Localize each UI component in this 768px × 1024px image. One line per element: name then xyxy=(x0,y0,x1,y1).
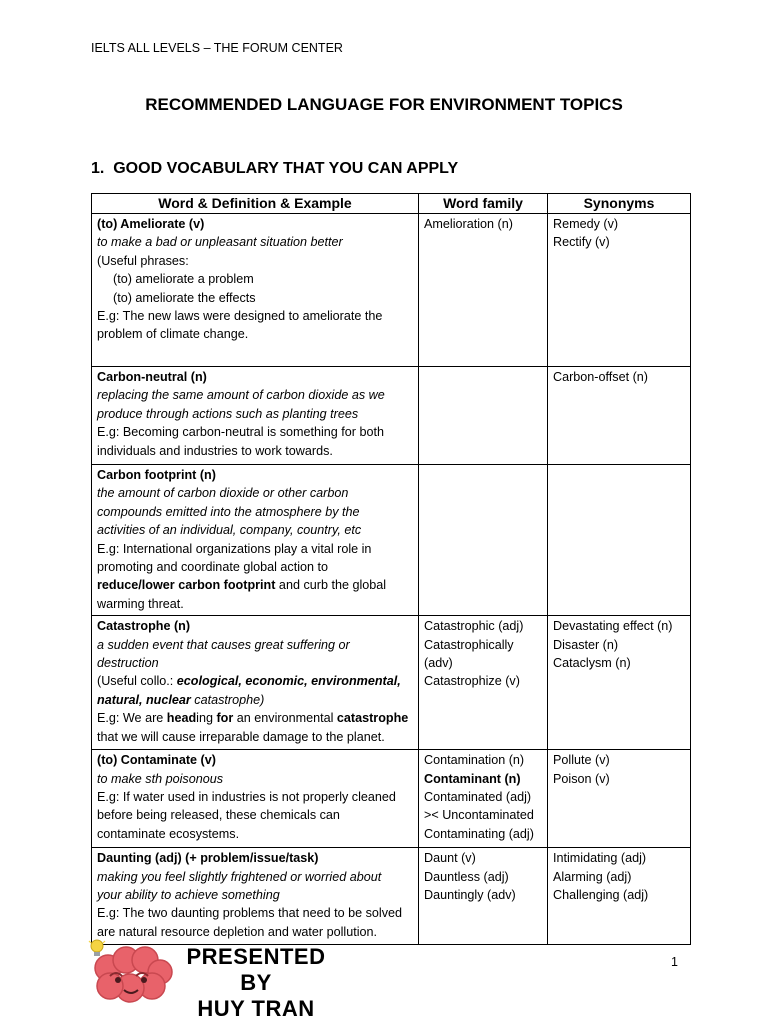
synonyms-cell xyxy=(548,848,691,945)
vocab-definition: your ability to achieve something xyxy=(97,888,280,903)
synonyms-cell xyxy=(548,367,691,465)
example-text: and curb the global xyxy=(275,578,387,593)
word-cell xyxy=(92,367,419,465)
word-cell xyxy=(92,848,419,945)
highlighted-phrase: reduce/lower carbon footprint xyxy=(97,578,276,593)
family-item: Contamination (n) xyxy=(424,753,525,768)
highlighted-phrase: for xyxy=(216,711,234,726)
family-item: Contaminant (n) xyxy=(424,771,521,786)
section-title-text: GOOD VOCABULARY THAT YOU CAN APPLY xyxy=(113,160,459,177)
example-line: E.g: Becoming carbon-neutral is something for both xyxy=(97,425,385,440)
table-row xyxy=(92,616,691,750)
vocab-definition: replacing the same amount of carbon dioxide as we xyxy=(97,388,385,403)
example-line: contaminate ecosystems. xyxy=(97,826,240,841)
collocations-words: natural, nuclear xyxy=(97,692,191,707)
synonyms-cell xyxy=(548,214,691,367)
vocab-definition: making you feel slightly frightened or worried about xyxy=(97,869,382,884)
example-line: before being released, these chemicals can xyxy=(97,808,340,823)
synonym-item: Challenging (adj) xyxy=(553,888,649,903)
family-item: Amelioration (n) xyxy=(424,217,513,231)
brain-mascot-icon xyxy=(90,946,174,1004)
synonym-item: Remedy (v) xyxy=(553,217,619,231)
family-cell xyxy=(419,848,548,945)
family-item: Dauntless (adj) xyxy=(424,869,509,884)
synonym-item: Cataclysm (n) xyxy=(553,656,631,671)
example-line: E.g: The two daunting problems that need to be solved xyxy=(97,906,403,921)
vocab-definition: produce through actions such as planting trees xyxy=(97,406,359,421)
synonyms-cell xyxy=(548,750,691,848)
collocations-line xyxy=(97,672,413,690)
family-cell xyxy=(419,616,548,750)
column-header-word: Word & Definition & Example xyxy=(92,194,419,214)
synonym-item: Rectify (v) xyxy=(553,235,610,250)
page-title: RECOMMENDED LANGUAGE FOR ENVIRONMENT TOPICS xyxy=(145,95,623,114)
family-item: Contaminated (adj) xyxy=(424,790,532,805)
synonym-item: Poison (v) xyxy=(553,771,610,786)
example-line: are natural resource depletion and water pollution. xyxy=(97,924,378,939)
section-number: 1. xyxy=(91,160,105,177)
useful-phrase: (to) ameliorate the effects xyxy=(113,290,256,305)
family-item: Catastrophize (v) xyxy=(424,674,520,689)
synonym-item: Pollute (v) xyxy=(553,753,610,768)
family-cell xyxy=(419,750,548,848)
family-item: Catastrophic (adj) xyxy=(424,619,524,634)
table-row xyxy=(92,367,691,465)
example-text: an environmental xyxy=(233,711,337,726)
family-cell xyxy=(419,465,548,616)
collocations-tail: catastrophe) xyxy=(190,692,265,707)
example-text: ing xyxy=(196,711,217,726)
word-cell xyxy=(92,750,419,848)
table-row xyxy=(92,848,691,945)
example-line: that we will cause irreparable damage to the planet. xyxy=(97,729,385,744)
synonym-item: Carbon-offset (n) xyxy=(553,370,648,384)
vocab-word: Carbon footprint (n) xyxy=(97,468,216,482)
phrases-label: (Useful phrases: xyxy=(97,253,189,268)
family-cell xyxy=(419,367,548,465)
synonym-item: Intimidating (adj) xyxy=(553,851,647,866)
family-item: Daunt (v) xyxy=(424,851,476,866)
vocab-definition: to make a bad or unpleasant situation better xyxy=(97,235,343,250)
column-header-synonyms: Synonyms xyxy=(548,194,691,214)
vocab-definition: compounds emitted into the atmosphere by the xyxy=(97,504,360,519)
highlighted-phrase: catastrophe xyxy=(336,711,409,726)
word-cell xyxy=(92,616,419,750)
synonyms-cell xyxy=(548,616,691,750)
collocations-label: (Useful collo.: xyxy=(97,674,177,689)
collocations-words: ecological, economic, environmental, xyxy=(176,674,401,689)
vocab-word: (to) Ameliorate (v) xyxy=(97,217,205,231)
table-row xyxy=(92,750,691,848)
family-item: >< Uncontaminated xyxy=(424,808,534,823)
example-line: individuals and industries to work towards. xyxy=(97,443,333,458)
collocations-line xyxy=(97,691,413,709)
page-header: IELTS ALL LEVELS – THE FORUM CENTER xyxy=(91,41,343,55)
family-item: Contaminating (adj) xyxy=(424,826,534,841)
vocab-word: (to) Contaminate (v) xyxy=(97,753,216,768)
section-heading xyxy=(91,160,458,178)
vocab-definition: destruction xyxy=(97,656,159,671)
presenter-logo xyxy=(84,938,334,1021)
example-line: E.g: International organizations play a vital role in xyxy=(97,541,372,556)
useful-phrase: (to) ameliorate a problem xyxy=(113,272,254,287)
vocab-definition: to make sth poisonous xyxy=(97,771,224,786)
example-line: E.g: The new laws were designed to ameliorate the xyxy=(97,309,383,324)
vocab-definition: a sudden event that causes great suffering or xyxy=(97,637,350,652)
vocabulary-table xyxy=(91,193,691,945)
synonym-item: Alarming (adj) xyxy=(553,869,632,884)
synonym-item: Devastating effect (n) xyxy=(553,619,673,634)
word-cell xyxy=(92,214,419,367)
synonyms-cell xyxy=(548,465,691,616)
vocab-definition: the amount of carbon dioxide or other carbon xyxy=(97,486,349,501)
vocab-word: Carbon-neutral (n) xyxy=(97,370,207,384)
example-line: warming threat. xyxy=(97,596,184,611)
word-cell xyxy=(92,465,419,616)
family-cell xyxy=(419,214,548,367)
family-item: Dauntingly (adv) xyxy=(424,888,516,903)
example-text: E.g: We are xyxy=(97,711,167,726)
example-line: E.g: If water used in industries is not properly cleaned xyxy=(97,790,396,805)
table-row xyxy=(92,214,691,367)
example-line: promoting and coordinate global action to xyxy=(97,560,329,575)
synonym-item: Disaster (n) xyxy=(553,637,619,652)
example-line: problem of climate change. xyxy=(97,327,249,342)
presented-by-text xyxy=(176,944,336,1022)
example-line xyxy=(97,709,413,727)
presented-line-1: PRESENTED BY xyxy=(186,944,326,995)
example-line xyxy=(97,576,413,594)
column-header-family: Word family xyxy=(419,194,548,214)
family-item: (adv) xyxy=(424,656,453,671)
vocab-word: Catastrophe (n) xyxy=(97,619,191,634)
highlighted-phrase: head xyxy=(166,711,197,726)
table-header-row xyxy=(92,194,691,214)
vocab-word: Daunting (adj) (+ problem/issue/task) xyxy=(97,851,319,866)
vocab-definition: activities of an individual, company, country, etc xyxy=(97,523,362,538)
presented-line-2: HUY TRAN xyxy=(197,996,315,1021)
family-item: Catastrophically xyxy=(424,637,514,652)
page-number: 1 xyxy=(671,955,678,969)
table-row xyxy=(92,465,691,616)
